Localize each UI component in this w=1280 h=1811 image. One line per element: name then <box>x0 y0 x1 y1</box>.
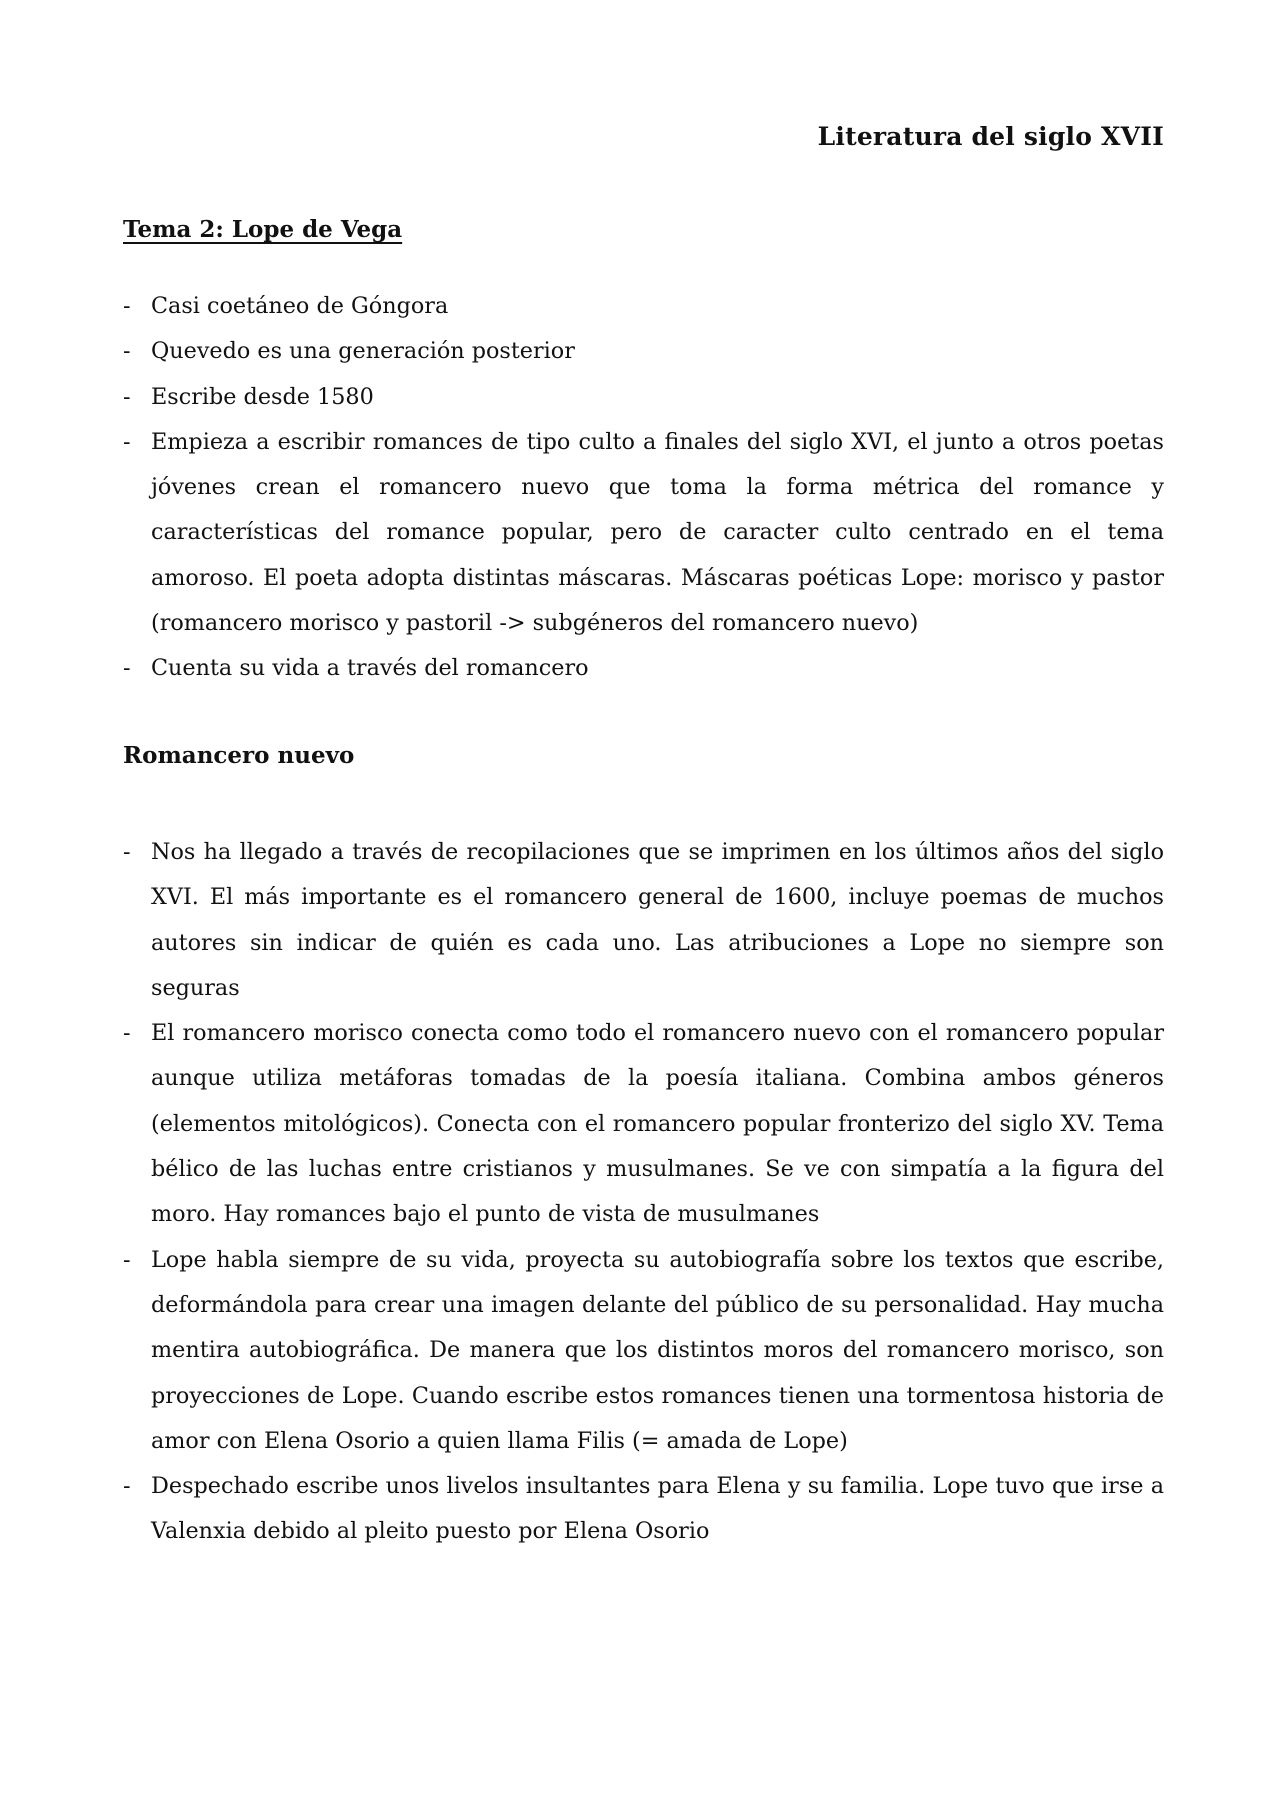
bullet-list-tema-2 <box>123 284 1164 692</box>
bullet-dash: - <box>123 1246 131 1273</box>
bullet-dash: - <box>123 655 131 682</box>
section-heading-tema-2: Tema 2: Lope de Vega <box>123 216 403 243</box>
bullet-dash: - <box>123 383 131 410</box>
list-item-text: Quevedo es una generación posterior <box>151 338 575 365</box>
bullet-dash: - <box>123 338 131 365</box>
list-item-text: Despechado escribe unos livelos insultantes para Elena y su familia. Lope tuvo que irse a Valenxia debido al pleito puesto por Elena Osorio <box>151 1473 1164 1545</box>
list-item-text: Lope habla siempre de su vida, proyecta su autobiografía sobre los textos que escribe, deformándola para crear una imagen delante del público de su personalidad. Hay mucha mentira autobiográfica. De manera que los distintos moros del romancero morisco, son proyecciones de Lope. Cuando escribe estos romances tienen una tormentosa historia de amor con Elena Osorio a quien llama Filis (= amada de Lope) <box>151 1246 1164 1454</box>
bullet-dash: - <box>123 293 131 319</box>
list-item-text: Empieza a escribir romances de tipo culto a finales del siglo XVI, el junto a otros poetas jóvenes crean el romancero nuevo que toma la forma métrica del romance y características del romance popular, pero de caracter culto centrado en el tema amoroso. El poeta adopta distintas máscaras. Máscaras poéticas Lope: morisco y pastor (romancero morisco y pastoril -> subgéneros del romancero nuevo) <box>151 428 1164 637</box>
list-item <box>123 830 1164 1011</box>
bullet-dash: - <box>123 428 131 455</box>
list-item <box>123 646 1164 691</box>
list-item-text: Cuenta su vida a través del romancero <box>151 655 589 682</box>
document-title: Literatura del siglo XVII <box>817 122 1164 151</box>
list-item <box>123 1011 1164 1237</box>
list-item <box>123 420 1164 646</box>
list-item-text: Casi coetáneo de Góngora <box>151 293 449 319</box>
bullet-list-romancero-nuevo <box>123 830 1164 1555</box>
list-item <box>123 284 1164 329</box>
list-item <box>123 375 1164 420</box>
list-item-text: Escribe desde 1580 <box>151 383 374 410</box>
list-item <box>123 329 1164 374</box>
list-item-text: El romancero morisco conecta como todo el romancero nuevo con el romancero popular aunque utiliza metáforas tomadas de la poesía italiana. Combina ambos géneros (elementos mitológicos). Conecta con el romancero popular fronterizo del siglo XV. Tema bélico de las luchas entre cristianos y musulmanes. Se ve con simpatía a la figura del moro. Hay romances bajo el punto de vista de musulmanes <box>151 1020 1164 1228</box>
list-item <box>123 1464 1164 1555</box>
list-item <box>123 1238 1164 1464</box>
bullet-dash: - <box>123 839 131 865</box>
list-item-text: Nos ha llegado a través de recopilaciones que se imprimen en los últimos años del siglo XVI. El más importante es el romancero general de 1600, incluye poemas de muchos autores sin indicar de quién es cada uno. Las atribuciones a Lope no siempre son seguras <box>151 839 1164 1001</box>
bullet-dash: - <box>123 1473 131 1500</box>
section-heading-romancero-nuevo: Romancero nuevo <box>123 742 355 769</box>
bullet-dash: - <box>123 1020 131 1047</box>
